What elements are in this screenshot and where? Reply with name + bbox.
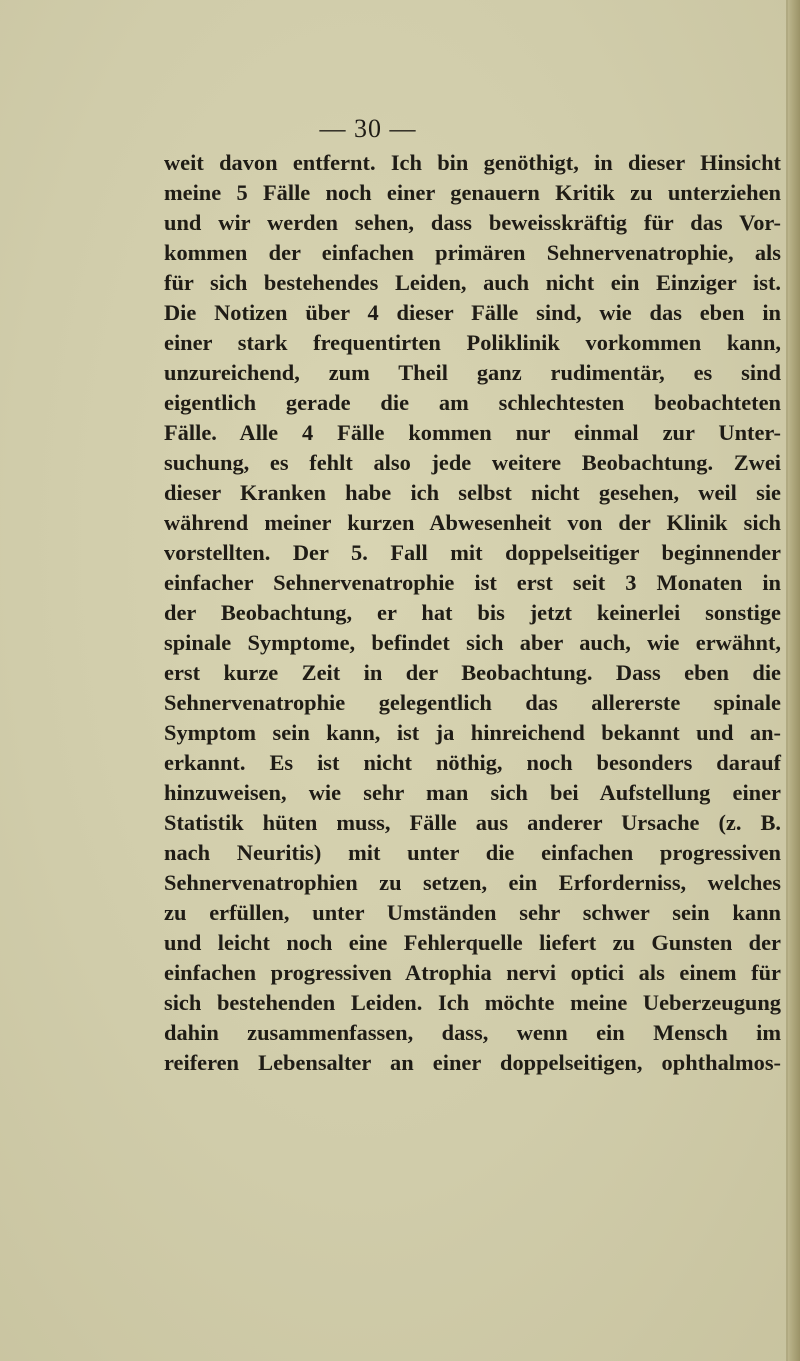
text-line: Fälle. Alle 4 Fälle kommen nur einmal zur Unter- [164,420,781,445]
text-line: Symptom sein kann, ist ja hinreichend bekannt und an- [164,720,781,745]
text-line: einer stark frequentirten Poliklinik vorkommen kann, [164,330,781,355]
text-line: hinzuweisen, wie sehr man sich bei Aufstellung einer [164,780,781,805]
text-line: suchung, es fehlt also jede weitere Beobachtung. Zwei [164,450,781,475]
text-line: spinale Symptome, befindet sich aber auch, wie erwähnt, [164,630,781,655]
text-line: meine 5 Fälle noch einer genauern Kritik zu unterziehen [164,180,781,205]
text-line: einfacher Sehnervenatrophie ist erst seit 3 Monaten in [164,570,781,595]
page-edge-line [786,0,788,1361]
text-line: während meiner kurzen Abwesenheit von der Klinik sich [164,510,781,535]
text-line: für sich bestehendes Leiden, auch nicht ein Einziger ist. [164,270,781,295]
text-line: und leicht noch eine Fehlerquelle liefert zu Gunsten der [164,930,781,955]
text-line: nach Neuritis) mit unter die einfachen progressiven [164,840,781,865]
text-line: Statistik hüten muss, Fälle aus anderer Ursache (z. B. [164,810,781,835]
text-line: erkannt. Es ist nicht nöthig, noch besonders darauf [164,750,781,775]
text-line: Sehnervenatrophien zu setzen, ein Erforderniss, welches [164,870,781,895]
text-line: vorstellten. Der 5. Fall mit doppelseitiger beginnender [164,540,781,565]
body-text [164,148,781,1078]
text-line: und wir werden sehen, dass beweisskräftig für das Vor- [164,210,781,235]
text-line: eigentlich gerade die am schlechtesten beobachteten [164,390,781,415]
text-line: weit davon entfernt. Ich bin genöthigt, in dieser Hinsicht [164,150,781,175]
text-line: einfachen progressiven Atrophia nervi optici als einem für [164,960,781,985]
text-line: der Beobachtung, er hat bis jetzt keinerlei sonstige [164,600,781,625]
text-line: Die Notizen über 4 dieser Fälle sind, wie das eben in [164,300,781,325]
text-line: kommen der einfachen primären Sehnervenatrophie, als [164,240,781,265]
text-line: zu erfüllen, unter Umständen sehr schwer sein kann [164,900,781,925]
text-line: sich bestehenden Leiden. Ich möchte meine Ueberzeugung [164,990,781,1015]
text-line: erst kurze Zeit in der Beobachtung. Dass eben die [164,660,781,685]
text-line: unzureichend, zum Theil ganz rudimentär, es sind [164,360,781,385]
page-edge-shadow [786,0,800,1361]
text-line: dieser Kranken habe ich selbst nicht gesehen, weil sie [164,480,781,505]
text-line: reiferen Lebensalter an einer doppelseitigen, ophthalmos- [164,1050,781,1075]
text-line: Sehnervenatrophie gelegentlich das allererste spinale [164,690,781,715]
text-line: dahin zusammenfassen, dass, wenn ein Mensch im [164,1020,781,1045]
page-number: — 30 — [319,114,417,143]
